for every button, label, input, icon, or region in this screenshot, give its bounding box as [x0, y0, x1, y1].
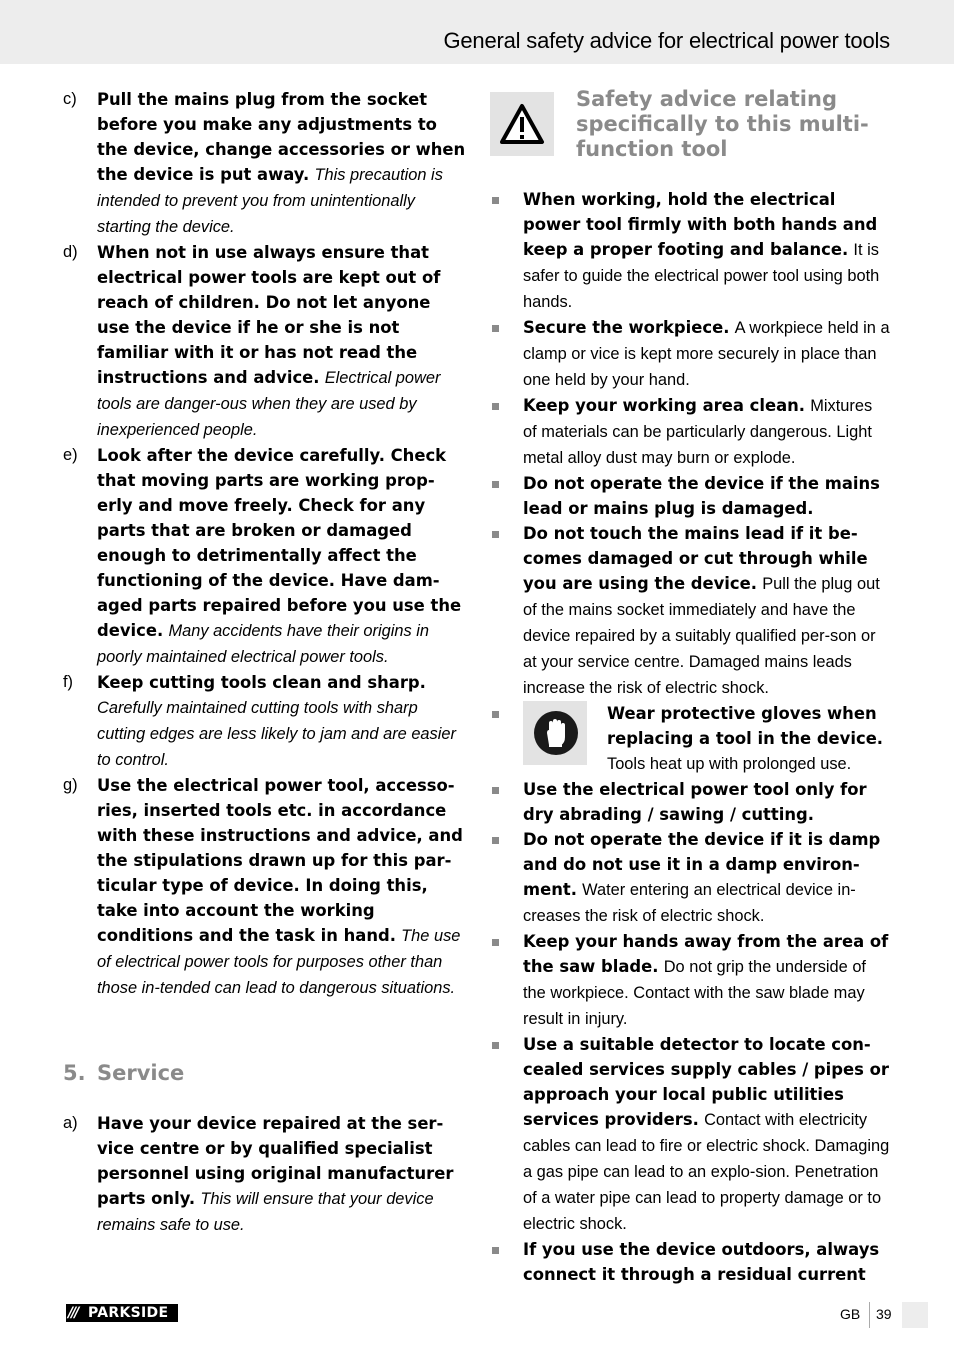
item-italic-text: Carefully maintained cutting tools with sharp cutting edges are less likely to jam and are easier to control. [97, 699, 456, 769]
item-bold-text: Wear protective gloves when replacing a tool in the device. [607, 704, 884, 748]
item-text: Tools heat up with prolonged use. [607, 755, 852, 773]
list-item [63, 443, 467, 670]
item-label: d) [63, 243, 78, 261]
item-italic-text: Many accidents have their origins in poorly maintained electrical power tools. [97, 622, 429, 666]
item-bold-text: Use a suitable detector to locate con-cealed services supply cables / pipes or approach your local public utilities services providers. [523, 1035, 889, 1129]
item-bold-text: Keep your hands away from the area of the saw blade. [523, 932, 889, 976]
item-italic-text: This precaution is intended to prevent you from unintentionally starting the device. [97, 166, 443, 236]
bullet-icon [492, 1247, 499, 1254]
bullet-icon [492, 325, 499, 332]
bullet-item-gloves [490, 701, 890, 777]
page-number: 39 [876, 1306, 892, 1322]
item-bold-text: Do not touch the mains lead if it be-comes damaged or cut through while you are using the device. [523, 524, 868, 593]
footer-tab [902, 1302, 928, 1328]
service-title: Service [97, 1061, 185, 1085]
bullet-icon [492, 787, 499, 794]
bullet-icon [492, 403, 499, 410]
item-bold-text: When working, hold the electrical power tool firmly with both hands and keep a proper footing and balance. [523, 190, 878, 259]
list-item [63, 670, 467, 773]
bullet-item [490, 315, 890, 393]
item-bold-text: Keep cutting tools clean and sharp. [97, 673, 426, 692]
logo-slashes: /// [68, 1305, 78, 1321]
item-italic-text: Electrical power tools are danger-ous when they are used by inexperienced people. [97, 369, 441, 439]
item-text: Mixtures of materials can be particularly dangerous. Light metal alloy dust may burn or explode. [523, 397, 873, 467]
item-text: Contact with electricity cables can lead to fire or electric shock. Damaging a gas pipe can lead to an explo-sion. Penetration of a water pipe can lead to property damage or to electric shock. [523, 1111, 890, 1233]
safety-section-heading [490, 87, 890, 187]
item-text: A workpiece held in a clamp or vice is kept more securely in place than one held by your hand. [523, 319, 890, 389]
item-bold-text: Secure the workpiece. [523, 318, 730, 337]
item-text: Do not grip the underside of the workpiece. Contact with the saw blade may result in injury. [523, 958, 866, 1028]
bullet-item [490, 471, 890, 521]
item-bold-text: Do not operate the device if it is damp and do not use it in a damp environ-ment. [523, 830, 881, 899]
page-header [0, 0, 954, 64]
bullet-item [490, 929, 890, 1032]
logo-brand: PARKSIDE [88, 1305, 169, 1321]
bullet-item [490, 393, 890, 471]
item-label: c) [63, 90, 77, 108]
warning-triangle-icon [490, 92, 554, 156]
language-code: GB [840, 1306, 861, 1322]
bullet-icon [492, 939, 499, 946]
bullet-icon [492, 711, 499, 718]
bullet-icon [492, 481, 499, 488]
item-text: Pull the plug out of the mains socket immediately and have the device repaired by a suitably qualified per-son or at your service centre. Damaged mains leads increase the risk of electric shock. [523, 575, 880, 697]
item-italic-text: The use of electrical power tools for purposes other than those in-tended can lead to dangerous situations. [97, 927, 461, 997]
bullet-item [490, 777, 890, 827]
list-item [63, 87, 467, 240]
item-italic-text: This will ensure that your device remains safe to use. [97, 1190, 434, 1234]
bullet-item [490, 1237, 890, 1287]
list-item [63, 773, 467, 1001]
item-bold-text: Keep your working area clean. [523, 396, 806, 415]
bullet-item [490, 521, 890, 701]
item-bold-text: Use the electrical power tool only for dry abrading / sawing / cutting. [523, 780, 867, 824]
bullet-icon [492, 837, 499, 844]
safety-title: Safety advice relating specifically to this multi-function tool [576, 87, 869, 161]
right-column [490, 87, 890, 1287]
service-number: 5. [63, 1061, 86, 1085]
item-label: a) [63, 1114, 78, 1132]
bullet-item [490, 187, 890, 315]
item-bold-text: Pull the mains plug from the socket before you make any adjustments to the device, change accessories or when the device is put away. [97, 90, 466, 184]
left-column [63, 87, 467, 1238]
item-bold-text: Have your device repaired at the ser-vice centre or by qualified specialist personnel using original manufacturer parts only. [97, 1114, 454, 1208]
service-heading [63, 1061, 467, 1086]
item-bold-text: Use the electrical power tool, accesso-ries, inserted tools etc. in accordance with these instructions and advice, and the stipulations drawn up for this par-ticular type of device. In doing this, take into account the working conditions and the task in hand. [97, 776, 463, 945]
list-item [63, 240, 467, 443]
bullet-icon [492, 197, 499, 204]
item-text: It is safer to guide the electrical power tool using both hands. [523, 241, 880, 311]
page-title: General safety advice for electrical power tools [443, 28, 890, 53]
item-bold-text: Look after the device carefully. Check that moving parts are working prop-erly and move freely. Check for any parts that are broken or damaged enough to detrimentally affect the functioning of the device. Have dam-aged parts repaired before you use the device. [97, 446, 462, 640]
bullet-icon [492, 1042, 499, 1049]
bullet-item [490, 827, 890, 929]
protective-gloves-icon [523, 701, 587, 765]
item-label: g) [63, 776, 78, 794]
item-bold-text: When not in use always ensure that electrical power tools are kept out of reach of children. Do not let anyone use the device if he or she is not familiar with it or has not read the instructions and advice. [97, 243, 441, 387]
list-item [63, 1111, 467, 1238]
item-text: Water entering an electrical device in-creases the risk of electric shock. [523, 881, 856, 925]
footer-divider [869, 1302, 870, 1328]
bullet-item [490, 1032, 890, 1237]
item-bold-text: Do not operate the device if the mains lead or mains plug is damaged. [523, 474, 880, 518]
bullet-icon [492, 531, 499, 538]
item-label: f) [63, 673, 74, 691]
parkside-logo [66, 1304, 178, 1322]
item-bold-text: If you use the device outdoors, always connect it through a residual current [523, 1240, 880, 1284]
item-label: e) [63, 446, 78, 464]
